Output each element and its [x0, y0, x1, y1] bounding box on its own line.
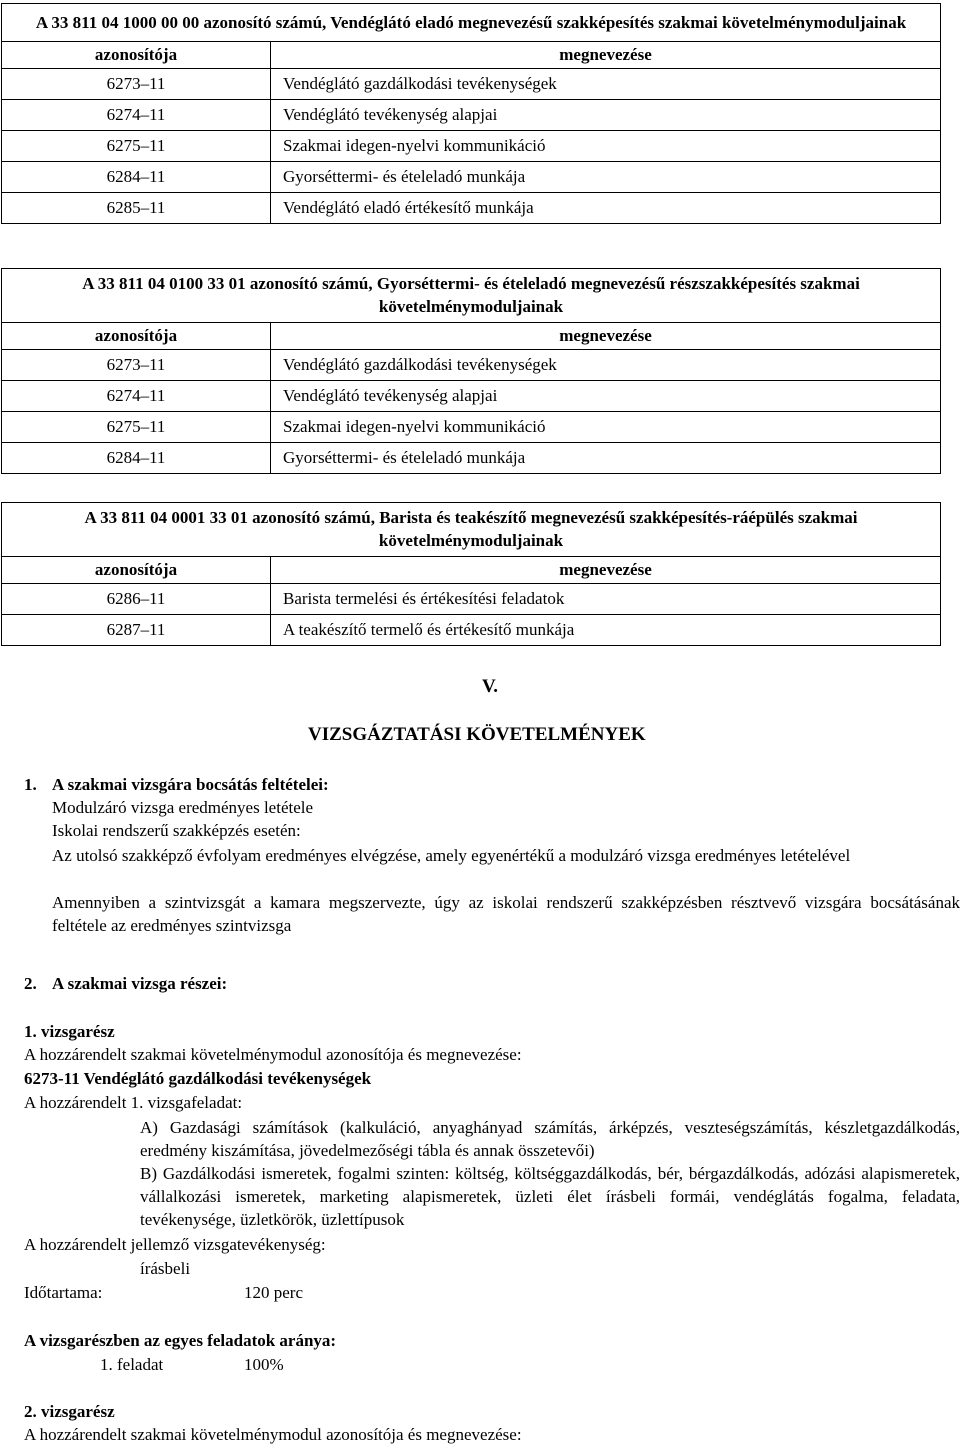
part-1-task-a: A) Gazdasági számítások (kalkuláció, anyaghányad számítás, árképzés, veszteségszámítás, készletgazdálkodás, eredmény kiszámítása, jövedelmezőségi tábla és annak összetevői)	[140, 1118, 960, 1160]
section-1-number: 1.	[24, 775, 37, 794]
part-1-assigned-label: A hozzárendelt szakmai követelménymodul azonosítója és megnevezése:	[24, 1045, 522, 1064]
row-id: 6286–11	[2, 584, 271, 615]
row-name: Vendéglátó tevékenység alapjai	[271, 381, 941, 412]
section-2-heading: A szakmai vizsga részei:	[52, 974, 228, 993]
part-1-ratio-heading: A vizsgarészben az egyes feladatok aránya:	[24, 1331, 337, 1350]
part-1-task-b: B) Gazdálkodási ismeretek, fogalmi szinten: költség, költséggazdálkodás, bér, bérgazdálkodás, adózási alapismeretek, vállalkozási ismeretek, marketing alapismeretek, üzleti élet írásbeli formái, vendéglátás fogalma, feladata, tevékenysége, üzletkörök, üzlettípusok	[140, 1164, 960, 1229]
part-1-ratio-value: 100%	[244, 1355, 284, 1374]
table-row	[2, 443, 941, 474]
row-name: Szakmai idegen-nyelvi kommunikáció	[271, 412, 941, 443]
module-table-3	[1, 502, 941, 646]
table-row	[2, 100, 941, 131]
section-1-paragraph-2: Amennyiben a szintvizsgát a kamara megszervezte, úgy az iskolai rendszerű szakképzésben résztvevő vizsgára bocsátásának feltétele az eredményes szintvizsga	[52, 893, 960, 935]
part-2-heading: 2. vizsgarész	[24, 1402, 115, 1421]
table-row	[2, 69, 941, 100]
table-row	[2, 381, 941, 412]
table-row	[2, 193, 941, 224]
row-name: Vendéglátó tevékenység alapjai	[271, 100, 941, 131]
row-name: Barista termelési és értékesítési feladatok	[271, 584, 941, 615]
module-table-1	[1, 3, 941, 224]
table-row	[2, 615, 941, 646]
section-1-line-1: Modulzáró vizsga eredményes letétele	[52, 798, 314, 817]
part-1-activity-label: A hozzárendelt jellemző vizsgatevékenység:	[24, 1235, 326, 1254]
row-id: 6285–11	[2, 193, 271, 224]
table-row	[2, 412, 941, 443]
row-name: Vendéglátó eladó értékesítő munkája	[271, 193, 941, 224]
table-title: A 33 811 04 0100 33 01 azonosító számú, Gyorséttermi- és ételeladó megnevezésű részszakképesítés szakmai követelménymoduljainak	[2, 269, 941, 323]
row-name: A teakészítő termelő és értékesítő munkája	[271, 615, 941, 646]
part-1-ratio-task: 1. feladat	[100, 1355, 164, 1374]
part-1-duration: 120 perc	[244, 1283, 304, 1302]
row-id: 6274–11	[2, 381, 271, 412]
row-id: 6273–11	[2, 350, 271, 381]
row-name: Szakmai idegen-nyelvi kommunikáció	[271, 131, 941, 162]
column-header-name: megnevezése	[271, 323, 941, 350]
row-name: Gyorséttermi- és ételeladó munkája	[271, 443, 941, 474]
column-header-name: megnevezése	[271, 557, 941, 584]
row-id: 6284–11	[2, 443, 271, 474]
row-id: 6274–11	[2, 100, 271, 131]
table-row	[2, 350, 941, 381]
column-header-id: azonosítója	[2, 557, 271, 584]
section-1-line-2: Iskolai rendszerű szakképzés esetén:	[52, 821, 301, 840]
table-title: A 33 811 04 1000 00 00 azonosító számú, Vendéglátó eladó megnevezésű szakképesítés szakmai követelménymoduljainak	[2, 4, 941, 42]
column-header-id: azonosítója	[2, 42, 271, 69]
part-2-assigned-label: A hozzárendelt szakmai követelménymodul azonosítója és megnevezése:	[24, 1425, 522, 1444]
table-row	[2, 584, 941, 615]
table-row	[2, 131, 941, 162]
chapter-title: VIZSGÁZTATÁSI KÖVETELMÉNYEK	[308, 724, 646, 745]
row-name: Vendéglátó gazdálkodási tevékenységek	[271, 350, 941, 381]
column-header-id: azonosítója	[2, 323, 271, 350]
module-table-2	[1, 268, 941, 474]
part-1-task-label: A hozzárendelt 1. vizsgafeladat:	[24, 1093, 243, 1112]
row-id: 6275–11	[2, 412, 271, 443]
section-1-paragraph-1: Az utolsó szakképző évfolyam eredményes elvégzése, amely egyenértékű a modulzáró vizsga eredményes letételével	[52, 846, 851, 865]
row-id: 6273–11	[2, 69, 271, 100]
row-name: Gyorséttermi- és ételeladó munkája	[271, 162, 941, 193]
part-1-module: 6273-11 Vendéglátó gazdálkodási tevékenységek	[24, 1069, 372, 1088]
part-1-heading: 1. vizsgarész	[24, 1022, 115, 1041]
row-id: 6275–11	[2, 131, 271, 162]
row-id: 6284–11	[2, 162, 271, 193]
table-title: A 33 811 04 0001 33 01 azonosító számú, Barista és teakészítő megnevezésű szakképesítés-ráépülés szakmai követelménymoduljainak	[2, 503, 941, 557]
section-1-heading: A szakmai vizsgára bocsátás feltételei:	[52, 775, 329, 794]
part-1-duration-label: Időtartama:	[24, 1283, 103, 1302]
section-2-number: 2.	[24, 974, 37, 993]
chapter-number: V.	[482, 676, 499, 697]
part-1-activity: írásbeli	[140, 1259, 191, 1278]
row-name: Vendéglátó gazdálkodási tevékenységek	[271, 69, 941, 100]
column-header-name: megnevezése	[271, 42, 941, 69]
row-id: 6287–11	[2, 615, 271, 646]
table-row	[2, 162, 941, 193]
